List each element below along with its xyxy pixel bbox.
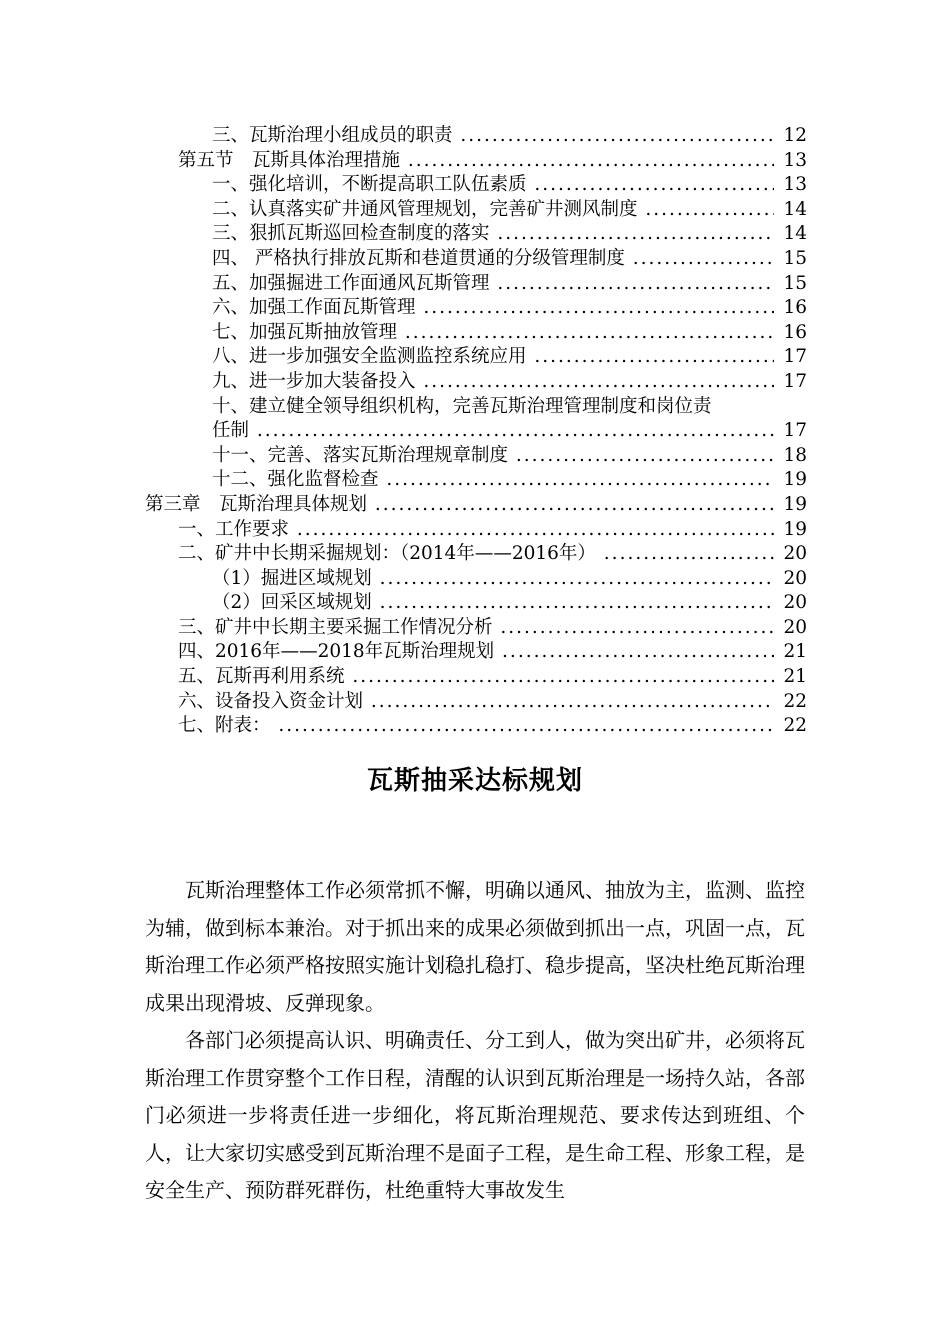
toc-entry[interactable] — [0, 321, 950, 346]
toc-entry-page: 16 — [777, 296, 807, 321]
toc-entry[interactable] — [0, 222, 950, 247]
toc-entry-label: 四、 严格执行排放瓦斯和巷道贯通的分级管理制度 ..... — [212, 247, 774, 272]
toc-entry-page: 15 — [777, 272, 807, 297]
toc-entry[interactable] — [0, 247, 950, 272]
toc-entry-page: 14 — [777, 222, 807, 247]
toc-entry-page: 17 — [777, 345, 807, 370]
toc-entry[interactable] — [0, 665, 950, 690]
toc-entry-label: 十、建立健全领导组织机构，完善瓦斯治理管理制度和岗位责 — [212, 395, 712, 417]
toc-entry[interactable] — [0, 149, 950, 174]
toc-entry-page: 15 — [777, 247, 807, 272]
toc-entry-page: 17 — [777, 370, 807, 395]
toc-entry-page: 12 — [777, 124, 807, 149]
body-text — [145, 872, 805, 1210]
toc-entry-page: 20 — [777, 591, 807, 616]
toc-entry-label: 三、矿井中长期主要采掘工作情况分析 ..... — [178, 616, 774, 641]
toc-entry-label: 十二、强化监督检查 ..... — [212, 468, 774, 493]
toc-entry-page: 20 — [777, 567, 807, 592]
toc-entry-label: 十一、完善、落实瓦斯治理规章制度 ..... — [212, 444, 774, 469]
toc-entry-page: 21 — [777, 640, 807, 665]
toc-entry[interactable] — [0, 591, 950, 616]
toc-entry[interactable] — [0, 714, 950, 739]
toc-entry-label: 八、进一步加强安全监测监控系统应用 ..... — [212, 345, 774, 370]
toc-entry-page: 13 — [777, 173, 807, 198]
toc-entry[interactable] — [0, 173, 950, 198]
toc-entry[interactable] — [0, 542, 950, 567]
toc-entry-page: 16 — [777, 321, 807, 346]
toc-entry-page: 17 — [777, 419, 807, 444]
toc-entry[interactable] — [0, 345, 950, 370]
toc-entry-page: 20 — [777, 542, 807, 567]
toc-entry-label: 三、狠抓瓦斯巡回检查制度的落实 ..... — [212, 222, 774, 247]
toc-entry-label: 七、附表： ..... — [178, 714, 774, 739]
toc-entry-label: 第五节 瓦斯具体治理措施 ..... — [178, 149, 774, 174]
toc-entry[interactable] — [0, 124, 950, 149]
toc-entry-page: 22 — [777, 714, 807, 739]
toc-entry-label: 第三章 瓦斯治理具体规划 ..... — [145, 493, 774, 518]
toc-entry-label: 三、瓦斯治理小组成员的职责 ..... — [212, 124, 774, 149]
toc-entry-label: 二、矿井中长期采掘规划：（2014年——2016年） ..... — [178, 542, 774, 567]
toc-entry[interactable] — [0, 296, 950, 321]
toc-entry-label: 任制 ..... — [212, 419, 774, 444]
toc-entry[interactable] — [0, 493, 950, 518]
toc-entry[interactable] — [0, 640, 950, 665]
toc-entry-page: 19 — [777, 518, 807, 543]
toc-entry-label: （2）回采区域规划 ..... — [212, 591, 774, 616]
toc-entry[interactable] — [0, 616, 950, 641]
toc-entry[interactable] — [0, 567, 950, 592]
table-of-contents — [0, 124, 950, 739]
toc-entry-page: 19 — [777, 468, 807, 493]
toc-entry-page: 14 — [777, 198, 807, 223]
toc-entry[interactable] — [0, 198, 950, 223]
toc-entry-page: 13 — [777, 149, 807, 174]
toc-entry-label: 六、加强工作面瓦斯管理 ..... — [212, 296, 774, 321]
toc-entry[interactable] — [0, 370, 950, 395]
paragraph: 瓦斯治理整体工作必须常抓不懈，明确以通风、抽放为主，监测、监控为辅，做到标本兼治。对于抓出来的成果必须做到抓出一点，巩固一点，瓦斯治理工作必须严格按照实施计划稳扎稳打、稳步提高，坚决杜绝瓦斯治理成果出现滑坡、反弹现象。 — [145, 878, 805, 1015]
toc-entry-label: 六、设备投入资金计划 ..... — [178, 690, 774, 715]
toc-entry[interactable] — [0, 444, 950, 469]
toc-entry-label: 二、认真落实矿井通风管理规划，完善矿井测风制度 ..... — [212, 198, 774, 223]
toc-entry-label: 一、强化培训，不断提高职工队伍素质 ..... — [212, 173, 774, 198]
paragraph: 各部门必须提高认识、明确责任、分工到人，做为突出矿井，必须将瓦斯治理工作贯穿整个工作日程，清醒的认识到瓦斯治理是一场持久站，各部门必须进一步将责任进一步细化，将瓦斯治理规范、要求传达到班组、个人，让大家切实感受到瓦斯治理不是面子工程，是生命工程、形象工程，是安全生产、预防群死群伤，杜绝重特大事故发生 — [145, 1028, 805, 1202]
toc-entry-label: 五、加强掘进工作面通风瓦斯管理 ..... — [212, 272, 774, 297]
toc-entry[interactable] — [0, 395, 950, 420]
toc-entry-label: 四、2016年——2018年瓦斯治理规划 ..... — [178, 640, 774, 665]
document-title: 瓦斯抽采达标规划 — [366, 766, 583, 796]
toc-entry-label: （1）掘进区域规划 ..... — [212, 567, 774, 592]
toc-entry-label: 一、工作要求 ..... — [178, 518, 774, 543]
toc-entry-label: 七、加强瓦斯抽放管理 ..... — [212, 321, 774, 346]
toc-entry[interactable] — [0, 272, 950, 297]
toc-entry-page: 22 — [777, 690, 807, 715]
toc-entry-page: 20 — [777, 616, 807, 641]
toc-entry-page: 18 — [777, 444, 807, 469]
toc-entry-label: 五、瓦斯再利用系统 ..... — [178, 665, 774, 690]
toc-entry-page: 19 — [777, 493, 807, 518]
toc-entry[interactable] — [0, 518, 950, 543]
toc-entry[interactable] — [0, 468, 950, 493]
toc-entry-label: 九、进一步加大装备投入 ..... — [212, 370, 774, 395]
toc-entry[interactable] — [0, 419, 950, 444]
toc-entry[interactable] — [0, 690, 950, 715]
toc-entry-page: 21 — [777, 665, 807, 690]
